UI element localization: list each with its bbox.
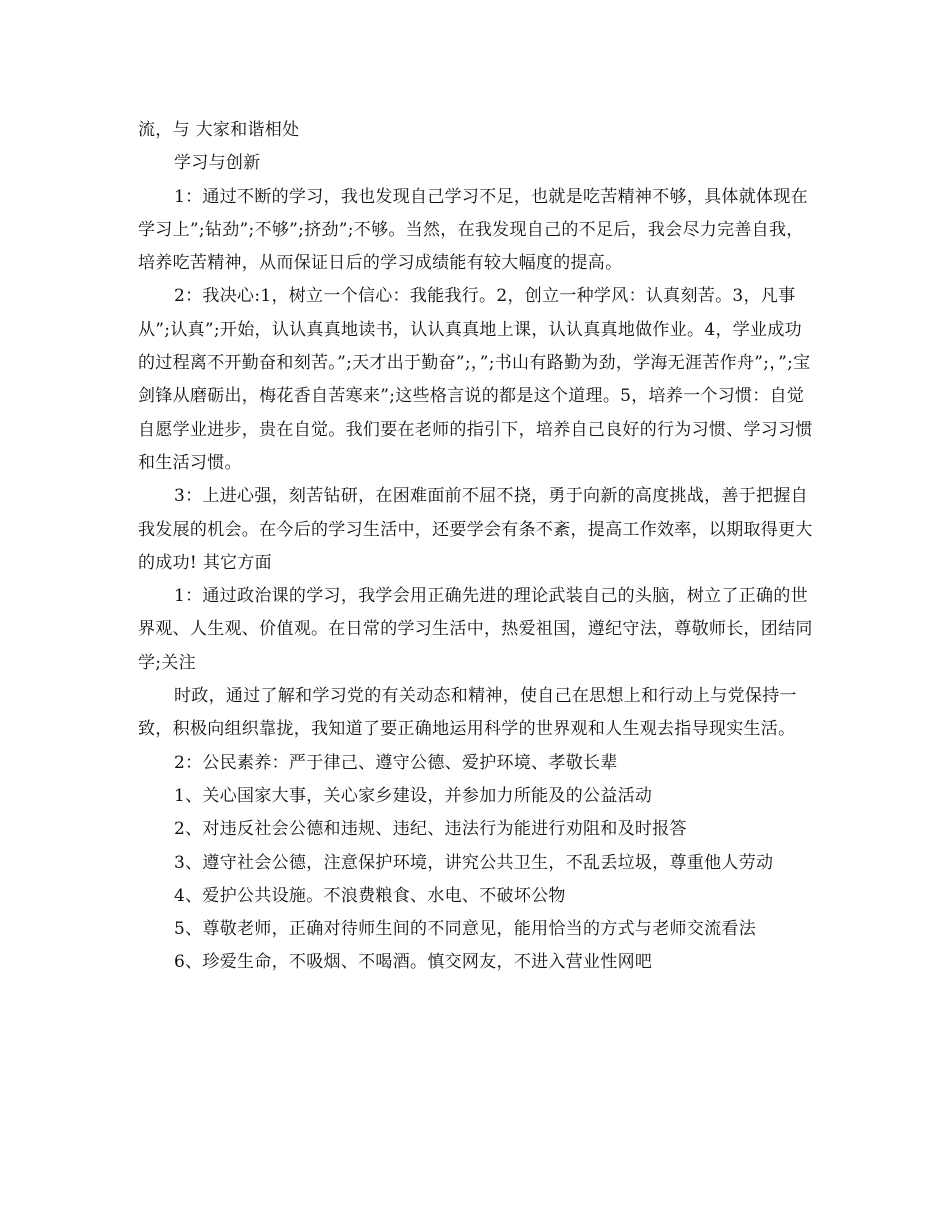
list-item-civic-3: 3、遵守社会公德，注意保护环境，讲究公共卫生，不乱丢垃圾，尊重他人劳动 [174,852,774,873]
section-heading-study-innovation: 学习与创新 [174,153,261,174]
paragraph-study-point-2: 2：我决心:1，树立一个信心：我能我行。2，创立一种学风：认真刻苦。3，凡事从”;认真”;开始，认认真真地读书，认认真真地上课，认认真真地做作业。4，学业成功的过程离不开勤奋和刻苦。”;天才出于勤奋”;，”;书山有路勤为劲，学海无涯苦作舟”;，”;宝剑锋从磨砺出，梅花香自苦寒来”;这些格言说的都是这个道理。5，培养一个习惯：自觉自愿学业进步，贵在自觉。我们要在老师的指引下，培养自己良好的行为习惯、学习习惯和生活习惯。 [138,286,813,473]
list-item-civic-1: 1、关心国家大事，关心家乡建设，并参加力所能及的公益活动 [174,785,653,806]
paragraph-civic-literacy: 2：公民素养：严于律己、遵守公德、爱护环境、孝敬长辈 [174,752,618,773]
list-item-civic-6: 6、珍爱生命，不吸烟、不喝酒。慎交网友，不进入营业性网吧 [174,952,653,973]
list-item-civic-4: 4、爱护公共设施。不浪费粮食、水电、不破坏公物 [174,885,566,906]
document-body [138,114,818,980]
list-item-civic-5: 5、尊敬老师，正确对待师生间的不同意见，能用恰当的方式与老师交流看法 [174,919,757,940]
paragraph-other-point-1: 1：通过政治课的学习，我学会用正确先进的理论武装自己的头脑，树立了正确的世界观、人生观、价值观。在日常的学习生活中，热爱祖国，遵纪守法，尊敬师长，团结同学;关注 [138,586,813,673]
paragraph-continuation: 流，与 大家和谐相处 [138,120,300,140]
paragraph-current-affairs: 时政，通过了解和学习党的有关动态和精神，使自己在思想上和行动上与党保持一致，积极向组织靠拢，我知道了要正确地运用科学的世界观和人生观去指导现实生活。 [138,686,797,740]
list-item-civic-2: 2、对违反社会公德和违规、违纪、违法行为能进行劝阻和及时报答 [174,819,687,840]
paragraph-study-point-3: 3：上进心强，刻苦钻研，在困难面前不屈不挠，勇于向新的高度挑战，善于把握自我发展的机会。在今后的学习生活中，还要学会有条不紊，提高工作效率，以期取得更大的成功! 其它方面 [138,486,813,573]
paragraph-study-point-1: 1：通过不断的学习，我也发现自己学习不足，也就是吃苦精神不够，具体就体现在学习上”;钻劲”;不够”;挤劲”;不够。当然，在我发现自己的不足后，我会尽力完善自我，培养吃苦精神，从而保证日后的学习成绩能有较大幅度的提高。 [138,186,808,274]
